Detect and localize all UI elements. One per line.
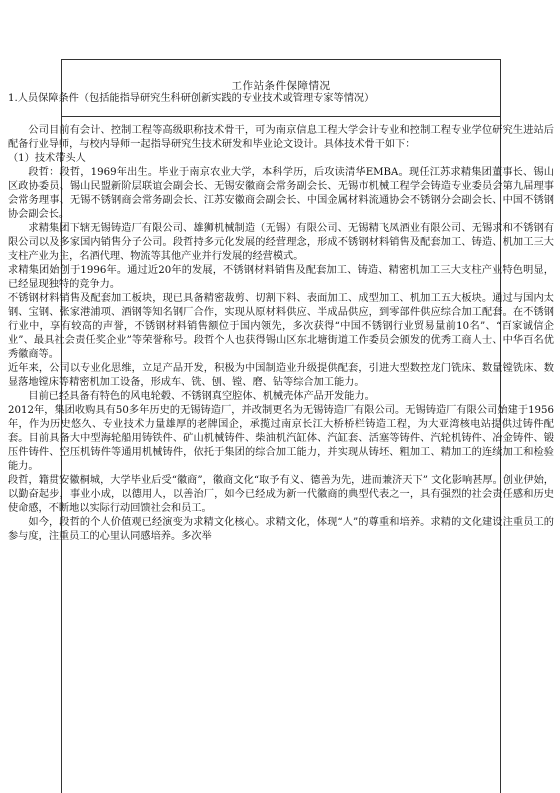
paragraph-2: （1）技术带头人 — [8, 153, 86, 164]
paragraph-7: 近年来，公司以专业化思维，立足产品开发，积极为中国制造业升级提供配套，引进大型数控龙门铣床、数量镗铣床、数显落地镗床等精密机加工设备，形成车、铣、刨、镗、磨、钻等综合加工能力。 — [8, 363, 554, 388]
page-title: 工作站条件保障情况 — [231, 80, 331, 92]
paragraph-10: 段哲，籍贯安徽桐城，大学毕业后受“徽商”，徽商文化“取予有义、德善为先，进而兼济天下” 文化影响甚厚。创业伊始，以勤奋起步，事业小成，以德用人，以善治厂，如今已经成为新一代徽商的典型代表之一，具有强烈的社会责任感和历史使命感，不断地以实际行动回馈社会和员工。 — [8, 475, 554, 514]
paragraph-8: 目前已经具备有特色的风电轮毂、不锈钢真空腔体、机械壳体产品开发能力。 — [28, 391, 375, 402]
document-body — [8, 92, 554, 544]
paragraph-9: 2012年，集团收购具有50多年历史的无锡铸造厂，并改制更名为无锡铸造厂有限公司。无锡铸造厂有限公司始建于1956年，作为历史悠久、专业技术力量雄厚的老牌国企，承揽过南京长江大桥桥栏铸造工程，为大亚湾核电站提供过铸件配套。目前具备大中型海轮船用铸铁件、矿山机械铸件、柴油机汽缸体、汽缸套、活塞等铸件、汽轮机铸件、冶金铸件、锻压件铸件、空压机铸件等通用机械铸件，依托于集团的综合加工能力，并实现从铸坯、粗加工、精加工的连续加工和检验能力。 — [8, 405, 554, 472]
paragraph-3: 段哲：段哲，1969年出生。毕业于南京农业大学，本科学历，后攻读清华EMBA。现任江苏求精集团董事长、锡山区政协委员、锡山民盟新阶层联谊会副会长、无锡安徽商会常务副会长、无锡市机械工程学会铸造专业委员会第九届理事会常务理事、无锡不锈钢商会常务副会长、江苏安徽商会副会长、中国金属材料流通协会不锈钢分会副会长、中国不锈钢协会副会长。 — [8, 167, 554, 220]
paragraph-6: 不锈钢材料销售及配套加工板块，现已具备精密裁剪、切割下料、表面加工、成型加工、机加工五大板块。通过与国内太钢、宝钢、张家港浦项、酒钢等知名钢厂合作，实现从原材料供应、半成品供应，到零部件供应综合加工配套。在不锈钢行业中，享有较高的声誉，不锈钢材料销售额位于国内领先，多次获得“中国不锈钢行业贸易量前10名”、“百家诚信企业”、最具社会责任奖企业”等荣誉称号。段哲个人也获得锡山区东北塘街道工作委员会颁发的优秀工商人士、中华百名优秀徽商等。 — [8, 293, 554, 360]
paragraph-1: 公司目前有会计、控制工程等高级职称技术骨干，可为南京信息工程大学会计专业和控制工程专业学位研究生进站后配备行业导师，与校内导师一起指导研究生技术研发和毕业论文设计。具体技术骨干如下： — [8, 125, 554, 150]
paragraph-4: 求精集团下辖无锡铸造厂有限公司、雄狮机械制造（无锡）有限公司、无锡精飞凤酒业有限公司、无锡求和不锈钢有限公司以及多家国内销售分子公司。段哲持多元化发展的经营理念，形成不锈钢材料销售及配套加工、铸造、机加工三大支柱产业为主，名酒代理、物流等其他产业并行发展的经营模式。 — [8, 223, 554, 262]
paragraph-11: 如今，段哲的个人价值观已经演变为求精文化核心。求精文化，体现“人”的尊重和培养。求精的文化建设注重员工的参与度，注重员工的心里认同感培养。多次举 — [8, 517, 554, 542]
paragraph-5: 求精集团始创于1996年。通过近20年的发展，不锈钢材料销售及配套加工、铸造、精密机加工三大支柱产业特色明显，已经显现独特的竞争力。 — [8, 265, 554, 290]
section-heading: 1.人员保障条件（包括能指导研究生科研创新实践的专业技术或管理专家等情况） — [8, 93, 375, 104]
